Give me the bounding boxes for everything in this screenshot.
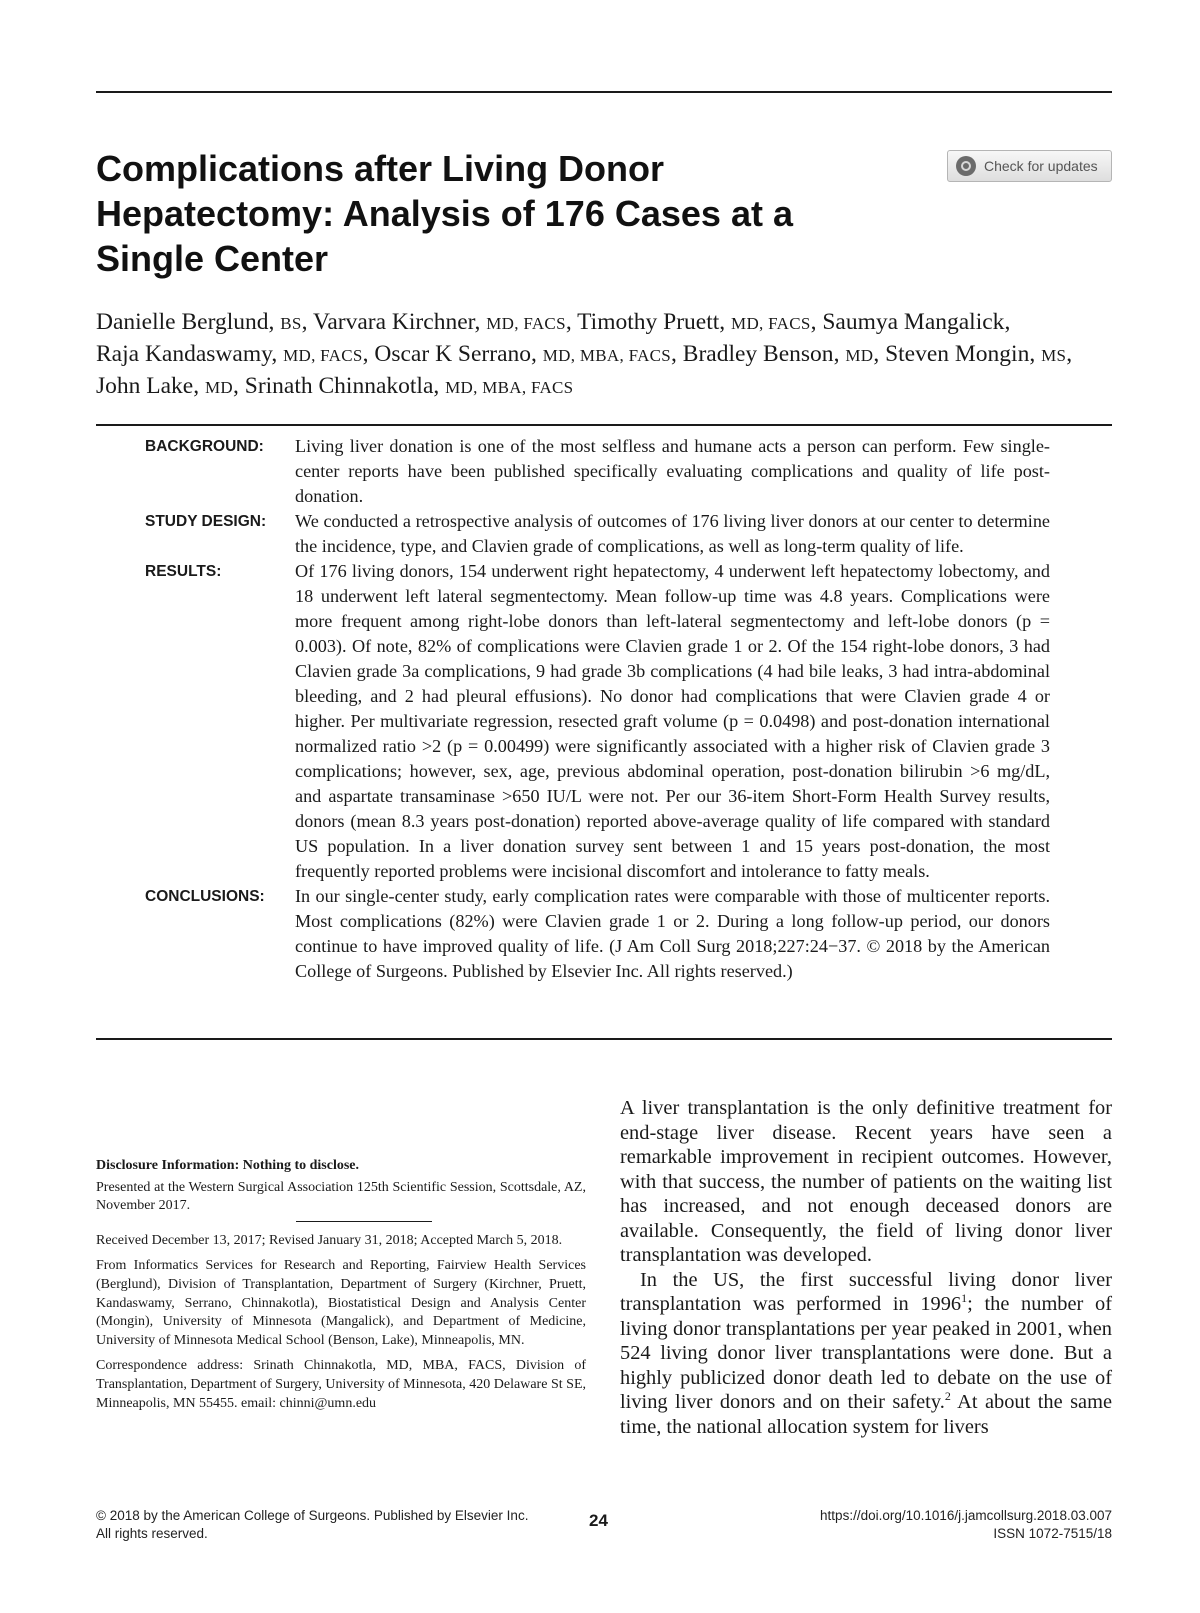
abstract-section-label: BACKGROUND: xyxy=(145,438,264,455)
author-name: Danielle Berglund xyxy=(96,309,269,335)
author-name: Saumya Mangalick xyxy=(822,309,1005,335)
body-text-run: At about the same time, the national allocation system for livers xyxy=(620,1391,1113,1438)
abstract-study-design xyxy=(145,509,1050,559)
header-rule xyxy=(96,91,1112,93)
author-name: Timothy Pruett xyxy=(577,309,720,335)
body-text-column xyxy=(620,1096,1112,1439)
abstract-conclusions xyxy=(145,884,1050,984)
author-name: Oscar K Serrano xyxy=(374,341,531,367)
article-footnotes xyxy=(96,1157,586,1420)
author-degrees: MD, MBA, FACS xyxy=(445,378,574,397)
check-for-updates-label: Check for updates xyxy=(984,158,1098,174)
body-text-run: In the US, the first successful living donor liver transplantation was performed in 1996 xyxy=(620,1268,1112,1315)
correspondence-note: Correspondence address: Srinath Chinnakotla, MD, MBA, FACS, Division of Transplantation, Department of Surgery, University of Minnesota, 420 Delaware St SE, Minneapolis, MN 55455. email: chinni@umn.edu xyxy=(96,1358,586,1411)
presented-note: Presented at the Western Surgical Association 125th Scientific Session, Scottsdale, AZ, November 2017. xyxy=(96,1179,586,1214)
footer-copyright xyxy=(96,1507,528,1543)
author-name: Srinath Chinnakotla xyxy=(244,373,434,399)
author-list: Danielle Berglund, BS, Varvara Kirchner, MD, FACS, Timothy Pruett, MD, FACS, Saumya Mangalick, Raja Kandaswamy, MD, FACS, Oscar K Serrano, MD, MBA, FACS, Bradley Benson, MD, Steven Mongin, MS, John Lake, MD, Srinath Chinnakotla, MD, MBA, FACS xyxy=(96,309,1073,399)
author-degrees: MD, FACS xyxy=(283,346,363,365)
author-name: Raja Kandaswamy xyxy=(96,341,272,367)
author-degrees: MD xyxy=(845,346,874,365)
author-degrees: MD xyxy=(205,378,233,397)
author-degrees: MD, FACS xyxy=(731,314,811,333)
author-degrees: MD, MBA, FACS xyxy=(542,346,672,365)
page-number: 24 xyxy=(589,1511,608,1530)
abstract-section-label: RESULTS: xyxy=(145,563,222,580)
author-name: Steven Mongin xyxy=(885,341,1030,367)
author-degrees: BS xyxy=(280,314,302,333)
abstract-section-text: Of 176 living donors, 154 underwent right hepatectomy, 4 underwent left hepatectomy lobectomy, and 18 underwent left lateral segmentectomy. Mean follow-up time was 4.8 years. Complications were more frequent among right-lobe donors than left-lateral segmentectomy and left-lobe donors (p = 0.003). Of note, 82% of complications were Clavien grade 1 or 2. Of the 154 right-lobe donors, 3 had Clavien grade 3a complications, 9 had grade 3b complications (4 had bile leaks, 3 had intra-abdominal bleeding, and 2 had pleural effusions). No donor had complications that were Clavien grade 4 or higher. Per multivariate regression, resected graft volume (p = 0.0498) and post-donation international normalized ratio >2 (p = 0.00499) were significantly associated with a higher risk of Clavien grade 3 complications; however, sex, age, previous abdominal operation, post-donation bilirubin >6 mg/dL, and aspartate transaminase >650 IU/L were not. Per our 36-item Short-Form Health Survey results, donors (mean 8.3 years post-donation) reported above-average quality of life compared with standard US population. In a liver donation survey sent between 1 and 15 years post-donation, the most frequently reported problems were incisional discomfort and intolerance to fatty meals. xyxy=(295,561,1050,881)
footnote-divider xyxy=(296,1221,432,1222)
abstract-section-label: STUDY DESIGN: xyxy=(145,513,267,530)
check-for-updates-button[interactable] xyxy=(947,150,1112,182)
author-name: Varvara Kirchner xyxy=(313,309,475,335)
abstract xyxy=(145,434,1050,984)
article-title: Complications after Living Donor Hepatectomy: Analysis of 176 Cases at a Single Center xyxy=(96,148,793,279)
reference-link[interactable]: 1 xyxy=(961,1291,968,1306)
abstract-top-rule xyxy=(96,424,1112,426)
issn-text: ISSN 1072-7515/18 xyxy=(993,1526,1112,1541)
doi-link[interactable]: https://doi.org/10.1016/j.jamcollsurg.2018.03.007 xyxy=(820,1508,1112,1523)
body-paragraph xyxy=(620,1268,1112,1440)
abstract-bottom-rule xyxy=(96,1038,1112,1040)
author-name: John Lake xyxy=(96,373,194,399)
abstract-section-text: We conducted a retrospective analysis of outcomes of 176 living liver donors at our center to determine the incidence, type, and Clavien grade of complications, as well as long-term quality of life. xyxy=(295,511,1050,556)
abstract-section-label: CONCLUSIONS: xyxy=(145,888,265,905)
crossmark-icon xyxy=(956,156,976,176)
abstract-section-text: Living liver donation is one of the most selfless and humane acts a person can perform. Few single-center reports have been published specifically evaluating complications and quality of life post-donation. xyxy=(295,436,1050,506)
author-degrees: MD, FACS xyxy=(486,314,566,333)
body-text-run: ; the number of living donor transplantations per year peaked in 2001, when 524 living donor liver transplantations were done. But a highly publicized donor death led to debate on the use of living liver donors and on their safety. xyxy=(620,1293,1112,1413)
copyright-text: © 2018 by the American College of Surgeons. Published by Elsevier Inc. xyxy=(96,1508,529,1523)
author-name: Bradley Benson xyxy=(682,341,834,367)
footer-identifiers xyxy=(820,1507,1112,1543)
abstract-results xyxy=(145,559,1050,884)
affiliations-note: From Informatics Services for Research and Reporting, Fairview Health Services (Berglund), Division of Transplantation, Department of Surgery (Kirchner, Pruett, Kandaswamy, Serrano, Chinnakotla), Biostatistical Design and Analysis Center (Mongin), University of Minnesota (Mangalick), and Department of Medicine, University of Minnesota Medical School (Benson, Lake), Minneapolis, MN. xyxy=(96,1258,586,1348)
received-note: Received December 13, 2017; Revised January 31, 2018; Accepted March 5, 2018. xyxy=(96,1232,563,1248)
reference-link[interactable]: 2 xyxy=(944,1389,951,1404)
abstract-section-text: In our single-center study, early complication rates were comparable with those of multicenter reports. Most complications (82%) were Clavien grade 1 or 2. During a long follow-up period, our donors continue to have improved quality of life. (J Am Coll Surg 2018;227:24−37. © 2018 by the American College of Surgeons. Published by Elsevier Inc. All rights reserved.) xyxy=(295,886,1050,981)
rights-text: All rights reserved. xyxy=(96,1526,208,1541)
disclosure-note: Disclosure Information: Nothing to disclose. xyxy=(96,1158,360,1173)
author-degrees: MS xyxy=(1041,346,1067,365)
body-paragraph: A liver transplantation is the only definitive treatment for end-stage liver disease. Recent years have seen a remarkable improvement in recipient outcomes. However, with that success, the number of patients on the waiting list has increased, and not enough deceased donors are available. Consequently, the field of living donor liver transplantation was developed. xyxy=(620,1097,1112,1266)
abstract-background xyxy=(145,434,1050,509)
